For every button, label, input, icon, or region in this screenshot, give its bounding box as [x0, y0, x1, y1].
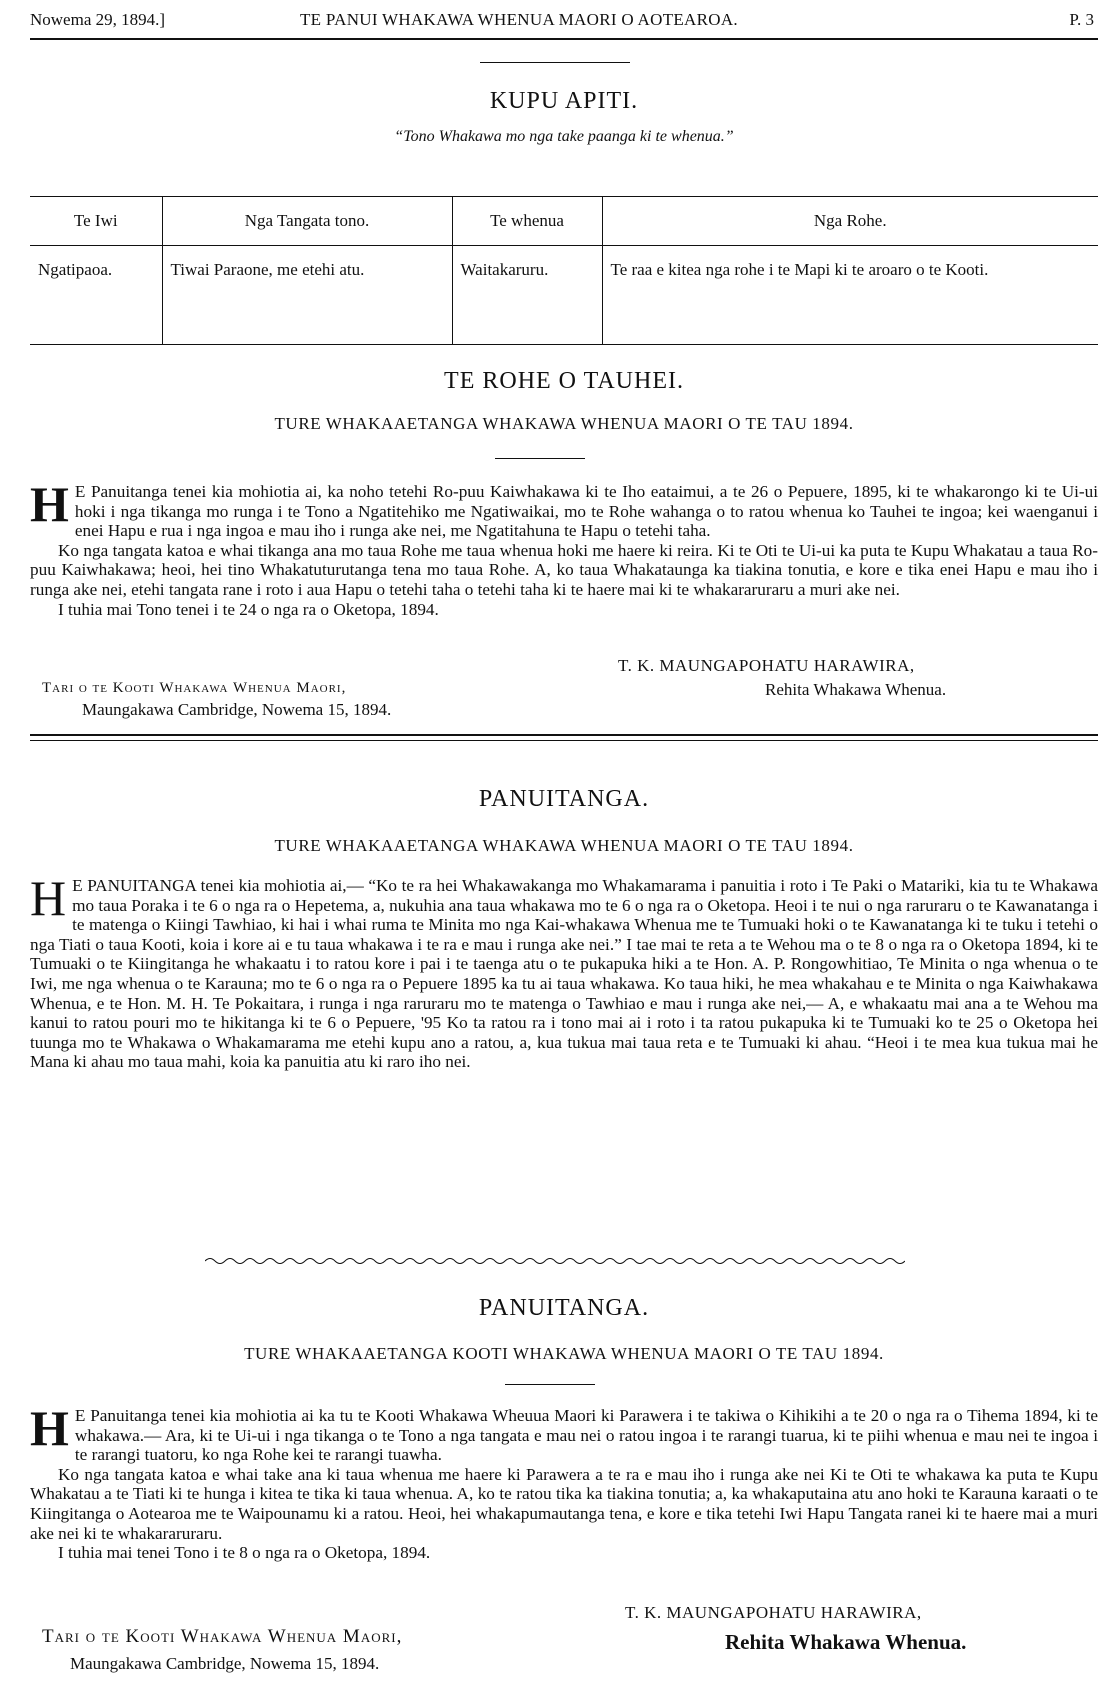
section3-heading-wrap [30, 786, 1098, 813]
table-cell-tangata: Tiwai Paraone, me etehi atu. [162, 246, 452, 345]
section1-heading: KUPU APITI. [489, 88, 639, 114]
section2-end-rule-thin [30, 740, 1098, 741]
section2-paragraph-2: Ko nga tangata katoa e whai tikanga ana mo taua Rohe me taua whenua hoki me haere ki reira. Ki te Oti te Ui-ui ka puta te Kupu Whakatau a taua Ro-puu Kaiwhakawa; heoi, hei tino Whakatuturutanga tena mo taua Rohe. A, ko taua Whakataunga ka tiakina tonutia, e kore e tika enei Hapu e mau iho i runga ake nei, etehi tangata rane i roto i aua Hapu o tetehi taha o tetehi taha ki te haere mai ki te whakararuraru a muri ake nei. [30, 540, 1098, 599]
section4-paragraph-3: I tuhia mai tenei Tono i te 8 o nga ra o Oketopa, 1894. [58, 1543, 431, 1563]
section-divider [495, 458, 585, 459]
section3-paragraph-1-text: E PANUITANGA tenei kia mohiotia ai,— “Ko te ra hei Whakawakanga mo Whakamarama i panuitia i roto i Te Paki o Matariki, kia tu te Whakawa mo taua Poraka i te 6 o nga ra o Hepetema, a, nukuhia ana taua whakawa mo te 6 o nga ra o Oketopa. Heoi i te nui o nga raruraru o te Kawanatanga i te matenga o Kiingi Tawhiao, ki hai i whai ruma te Minita mo nga Kai-whakawa Whenua me te Tumuaki hoki o te Kawanatanga ki te tuku i tetehi o nga Tiati o taua Kooti, koia i kore ai e tu taua whakawa i te ra e mau i runga ake nei.” I tae mai te reta a te Wehou ma o te 8 o nga ra o Oketopa 1894, ki te Tumuaki o te Kiingitanga he whakaatu i to ratou kore i pai i te taenga atu o te pukapuka hiki a te Hon. A. P. Rongowhitiao, Te Minita o nga whenua o te Iwi, me nga whenua o te Karauna; mo te 6 o nga ra o Pepuere 1895 ka tu ai taua whakawa. Ko taua hiki, he mea whakahau e te Minita o nga Kaiwhakawa Whenua, e te Hon. M. H. Te Pokaitara, i runga i nga raruraru mo te matenga o Tawhiao e mau i runga ake nei,— A, e whakaatu mai ana a te Wehou ma kanui to ratou pouri mo te hikitanga ki te 6 o Pepuere, '95 Ko ta ratou ra i tono mai ai i roto i ta ratou pukapuka ki te Tumuaki ko te 25 o Oketopa hei tuunga mo te Whakawa o Whakamarama me etehi kupu ano a ratou, a, kua tukua mai taua reta e te Tumuaki ki ahau. “Heoi i te mea kua tukua mai he Mana ki ahau mo taua mahi, koia ka panuitia atu ki raro iho nei. [30, 876, 1098, 1072]
section3-paragraph-1 [30, 870, 1098, 1072]
section-divider [480, 62, 630, 63]
table-header-cell: Nga Rohe. [602, 197, 1098, 246]
table-header-row [30, 197, 1098, 246]
section4-signer: T. K. MAUNGAPOHATU HARAWIRA, [625, 1603, 922, 1622]
section4-dropcap: H [30, 1400, 69, 1456]
section4-office: Tari o te Kooti Whakawa Whenua Maori, [42, 1626, 403, 1647]
section1-quote: “Tono Whakawa mo nga take paanga ki te whenua.” [394, 128, 734, 145]
section2-signer: T. K. MAUNGAPOHATU HARAWIRA, [618, 656, 915, 675]
section2-paragraph-3: I tuhia mai Tono tenei i te 24 o nga ra o Oketopa, 1894. [58, 599, 439, 619]
claims-table [30, 196, 1098, 345]
table-header-cell: Te whenua [452, 197, 602, 246]
section4-heading: PANUITANGA. [478, 1295, 650, 1321]
section2-office: Tari o te Kooti Whakawa Whenua Maori, [42, 680, 347, 696]
table-header-cell: Te Iwi [30, 197, 162, 246]
header-rule [30, 38, 1098, 40]
section4-paragraph-2: Ko nga tangata katoa e whai take ana ki taua whenua me haere ki Parawera a te ra e mau iho i runga ake nei Ki te Oti te whakawa ka puta te Kupu Whakatau a te Tiati ki te hunga i kitea te tika ki taua whenua. A, ko te ratou tika ka tiakina tonutia; a, ka whakaputaina atu ano hoki te Karauna karaati o te Kiingitanga o Aotearoa me te Waipounamu ki a ratou. Heoi, hei whakapumautanga tena, e kore e tika tetehi Iwi Hapu Tangata ranei ki te haere mai a muri ake nei ki te whakararuraru. [30, 1464, 1098, 1543]
section3-body [30, 870, 1098, 1072]
table-cell-iwi: Ngatipaoa. [30, 246, 162, 345]
table-cell-whenua: Waitakaruru. [452, 246, 602, 345]
wavy-divider [205, 1255, 905, 1267]
header-date: Nowema 29, 1894.] [30, 10, 166, 29]
section2-heading-wrap [30, 368, 1098, 395]
section4-subheading: TURE WHAKAAETANGA KOOTI WHAKAWA WHENUA MAORI O TE TAU 1894. [244, 1344, 884, 1363]
section2-paragraph-1 [30, 476, 1098, 541]
section4-paragraph-1 [30, 1400, 1098, 1465]
section4-office-place: Maungakawa Cambridge, Nowema 15, 1894. [70, 1654, 380, 1673]
section4-paragraph-1-text: E Panuitanga tenei kia mohiotia ai ka tu te Kooti Whakawa Wheuua Maori ki Parawera i te takiwa o Kihikihi a te 20 o nga ra o Tihema 1894, ki te whakawa.— Ara, ki te Ui-ui i nga tikanga o te Tono a nga tangata e mau nei o ratou ingoa i te rarangi tuarua, ki te piihi whenua e mau nei te ingoa i te rarangi tuatoru, ko nga Rohe kei te rarangi tuawha. [74, 1406, 1098, 1465]
section2-heading: TE ROHE O TAUHEI. [444, 368, 684, 394]
section2-dropcap: H [30, 476, 69, 532]
section3-subheading: TURE WHAKAAETANGA WHAKAWA WHENUA MAORI O TE TAU 1894. [274, 836, 854, 855]
section2-subheading: TURE WHAKAAETANGA WHAKAWA WHENUA MAORI O TE TAU 1894. [274, 414, 854, 433]
section4-signer-title: Rehita Whakawa Whenua. [725, 1630, 967, 1654]
section2-paragraph-1-text: E Panuitanga tenei kia mohiotia ai, ka noho tetehi Ro-puu Kaiwhakawa ki te Iho eataimui, a te 26 o Pepuere, 1895, ki te whakarongo ki te Ui-ui hoki i nga tikanga mo runga i te Tono a Ngatitehiko me Ngatiwaikai, mo te Rohe wahanga o to ratou whenua ko Tauhei te ingoa; kei waenganui i enei Hapu e rua i nga ingoa e mau iho i runga ake nei, me Ngatitahuna te Hapu o tetehi taha. [74, 482, 1098, 541]
section3-dropcap: H [30, 870, 67, 926]
section3-heading: PANUITANGA. [478, 786, 650, 812]
section2-end-rule [30, 734, 1098, 736]
table-header-cell: Nga Tangata tono. [162, 197, 452, 246]
section2-body [30, 476, 1098, 619]
section-divider [505, 1384, 595, 1385]
table-cell-rohe: Te raa e kitea nga rohe i te Mapi ki te aroaro o te Kooti. [602, 246, 1098, 345]
section4-body [30, 1400, 1098, 1563]
section2-signer-title: Rehita Whakawa Whenua. [765, 680, 947, 699]
header-title: TE PANUI WHAKAWA WHENUA MAORI O AOTEAROA. [300, 10, 738, 29]
header-page-number: P. 3 [1069, 10, 1094, 29]
table-row [30, 246, 1098, 345]
section4-heading-wrap [30, 1295, 1098, 1322]
section2-office-place: Maungakawa Cambridge, Nowema 15, 1894. [82, 700, 392, 719]
section1-heading-wrap [30, 88, 1098, 115]
running-header [30, 10, 1094, 32]
